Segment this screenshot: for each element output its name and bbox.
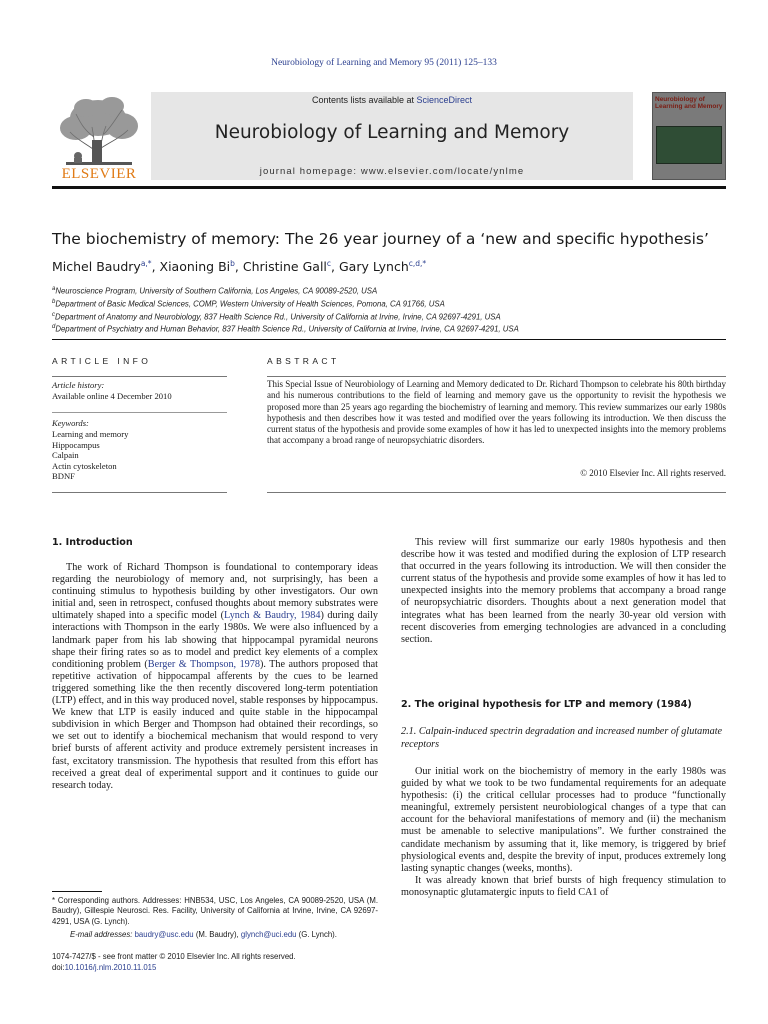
article-info-heading: ARTICLE INFO (52, 356, 152, 366)
affiliation-mark: b (52, 298, 56, 305)
abstract-copyright: © 2010 Elsevier Inc. All rights reserved. (580, 468, 726, 478)
author-name: Gary Lynch (338, 259, 409, 275)
sciencedirect-link[interactable]: ScienceDirect (416, 95, 473, 105)
journal-title: Neurobiology of Learning and Memory (214, 122, 570, 143)
author-affiliation-mark[interactable]: c (326, 259, 332, 268)
cover-title: Neurobiology of Learning and Memory (655, 96, 723, 110)
doi-line (52, 963, 156, 972)
affiliation-text: Neuroscience Program, University of Southern California, Los Angeles, CA 90089-2520, USA (55, 286, 378, 296)
email-link[interactable]: baudry@usc.edu (134, 930, 194, 939)
email-owner: (M. Baudry), (193, 930, 241, 939)
email-label: E-mail addresses: (70, 930, 133, 939)
issn-line: 1074-7427/$ - see front matter © 2010 Elsevier Inc. All rights reserved. (52, 952, 296, 961)
abstract-bottom-rule (267, 492, 726, 493)
info-rule (52, 376, 227, 377)
contents-prefix: Contents lists available at (311, 95, 417, 105)
author-separator: , (151, 259, 160, 275)
author-name: Michel Baudry (52, 259, 141, 275)
keyword: Hippocampus (52, 439, 100, 450)
affiliation-text: Department of Basic Medical Sciences, COMP, Western University of Health Sciences, Pomona, CA 91766, USA (55, 299, 445, 309)
author-affiliation-mark[interactable]: a,* (140, 259, 152, 268)
section-rule (52, 339, 726, 340)
author-name: Xiaoning Bi (159, 259, 231, 275)
keyword: Learning and memory (52, 429, 129, 439)
keyword: BDNF (52, 471, 75, 481)
info-bottom-rule (52, 492, 227, 493)
email-link[interactable]: glynch@uci.edu (240, 930, 297, 939)
email-footnote (70, 930, 380, 939)
affiliation-text: Department of Psychiatry and Human Behavior, 837 Health Science Rd., University of California at Irvine, Irvine, CA 92697-4291, USA (55, 324, 519, 334)
affiliations (52, 284, 726, 335)
affiliation-mark: c (52, 311, 55, 318)
journal-homepage[interactable]: journal homepage: www.elsevier.com/locate/ynlme (259, 166, 525, 177)
abstract-heading: ABSTRACT (267, 356, 340, 366)
author-separator: , (331, 259, 339, 275)
paragraph: Our initial work on the biochemistry of memory in the early 1980s was guided by what we took to be two fundamental requirements for an adequate hypothesis: (i) the critical cellular processes had to produce “functionally meaningful, extremely persistent neurobiological changes of a type that can account for the behavioral manifestations of memory and (ii) the mechanism must be amenable to selective manipulations”. We further constrained the candidate mechanism by assuming that it, like memory, is triggered by brief physiological events and, despite the brevity of input, produces extremely long lasting synaptic changes (weeks, months). (401, 766, 726, 874)
affiliation-item (52, 322, 726, 335)
journal-citation[interactable]: Neurobiology of Learning and Memory 95 (2011) 125–133 (271, 58, 497, 68)
author-list (52, 259, 742, 274)
email-owner: (G. Lynch). (296, 930, 337, 939)
history-label: Article history: (52, 380, 105, 390)
keyword: Calpain (52, 450, 79, 460)
publisher-name: ELSEVIER (61, 166, 137, 182)
affiliation-item (52, 297, 726, 310)
keywords-label: Keywords: (52, 418, 89, 428)
affiliation-item (52, 284, 726, 297)
affiliation-mark: d (52, 324, 56, 331)
footnote-rule (52, 891, 102, 892)
section-1-body (52, 562, 378, 792)
header-rule (52, 186, 726, 189)
section-1-heading: 1. Introduction (52, 537, 133, 548)
section-2-body (401, 766, 726, 899)
author-separator: , (234, 259, 243, 275)
doi-link[interactable]: 10.1016/j.nlm.2010.11.015 (64, 963, 157, 972)
affiliation-mark: a (52, 286, 56, 292)
affiliation-item (52, 310, 726, 323)
doi-prefix: doi: (52, 963, 65, 972)
article-title: The biochemistry of memory: The 26 year journey of a ‘new and specific hypothesis’ (52, 230, 709, 248)
keyword: Actin cytoskeleton (52, 460, 117, 471)
intro-continuation (401, 537, 726, 646)
author-name: Christine Gall (242, 259, 327, 275)
info-divider (52, 412, 227, 413)
paragraph (52, 562, 378, 792)
abstract-rule (267, 376, 726, 377)
paragraph: This review will first summarize our early 1980s hypothesis and then describe how it was tested and modified during the explosion of LTP research that occurred in the years following its introduction. We will then consider the current status of the hypothesis and provide some examples of how it has led to unexpected insights into the memory problems that accompany a broad range of neuropsychiatric disorders. Thoughts about a next generation model that integrates what has been learned from the nearly 30-year old version with recent discoveries from emerging technologies are advanced in a concluding section. (401, 537, 726, 645)
section-2-heading: 2. The original hypothesis for LTP and memory (1984) (401, 699, 692, 710)
text-run: ) during daily interactions with Thompson in the early 1980s. We were also influenced by a landmark paper from his lab showing that hippocampal pyramidal neurons shape their firing rates so as to model and predict key elements of a complex conditioning problem ( (52, 610, 378, 670)
keywords-list (52, 429, 128, 482)
reference-link[interactable]: Berger & Thompson, 1978 (147, 658, 260, 670)
corresponding-author-footnote: * Corresponding authors. Addresses: HNB534, USC, Los Angeles, CA 90089-2520, USA (M. Baudry), Gillespie Neurosci. Res. Facility, University of California at Irvine, Irvine, CA 92697-4291, USA (G. Lynch). (52, 896, 378, 926)
abstract-text: This Special Issue of Neurobiology of Learning and Memory dedicated to Dr. Richard Thompson to celebrate his 80th birthday and his numerous contributions to the field of learning and memory gave us the opportunity to revisit the hypothesis we proposed more than 25 years ago regarding the biochemistry of learning and memory. This review summarizes our early 1980s hypothesis and then describes how it was tested and modified over the years following its introduction. We then discuss the current status of the hypothesis and provide some examples of how it has led to unexpected insights into the memory problems that accompany a broad range of neuropsychiatric disorders. (267, 379, 726, 446)
contents-line (151, 95, 633, 105)
text-run: ). The authors proposed that repetitive activation of hippocampal afferents by the cues to be learned triggered something like the then recently discovered long-term potentiation (LTP) effect, and in this way produced novel, stable responses by hippocampus. We knew that LTP is easily induced and quite stable in the hippocampal subdivision in which Berger and Thompson had obtained their recordings, so we set out to identify a biochemical mechanism that would respond to very brief bursts of afferent activity and produce extremely persistent increases in fast, excitatory transmission. The hypothesis that resulted from this effort has received a great deal of experimental support and it continues to guide our research today. (52, 658, 379, 791)
author-affiliation-mark[interactable]: c,d,* (408, 259, 427, 268)
paragraph: It was already known that brief bursts of high frequency stimulation to monosynaptic glutamatergic inputs to field CA1 of (401, 874, 726, 898)
affiliation-text: Department of Anatomy and Neurobiology, 837 Health Science Rd., University of California at Irvine, Irvine, CA 92697-4291, USA (55, 312, 501, 322)
history-value: Available online 4 December 2010 (52, 391, 172, 401)
author-affiliation-mark[interactable]: b (230, 259, 235, 268)
reference-link[interactable]: Lynch & Baudry, 1984 (224, 610, 321, 622)
subsection-2-1-heading: 2.1. Calpain-induced spectrin degradation and increased number of glutamate receptors (401, 726, 723, 750)
cover-figure (656, 126, 722, 164)
text-run: The work of Richard Thompson is foundational to contemporary ideas regarding the neurobiology of memory and, not surprisingly, has been a continuing stimulus to hypothesis building by other investigators. Our own initial and, seen in retrospect, confused thoughts about memory substrates were ultimately shaped into a specific model ( (52, 562, 378, 622)
